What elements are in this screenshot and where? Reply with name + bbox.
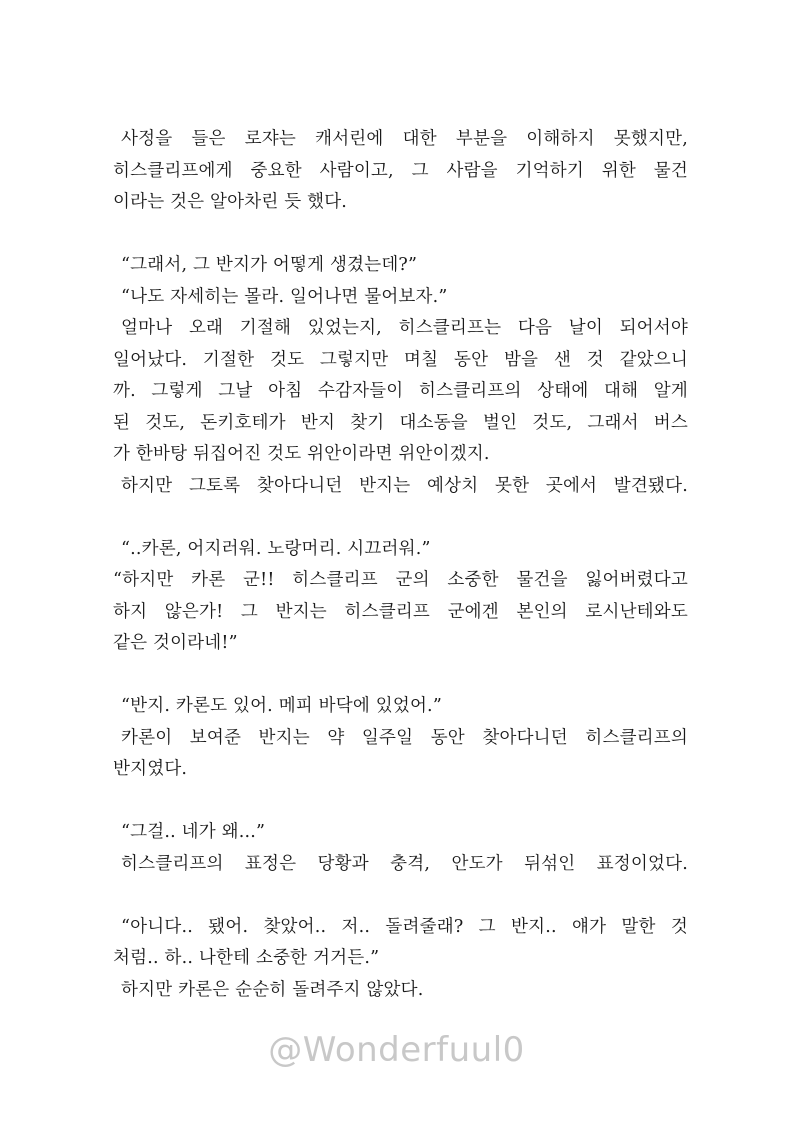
text-line: 이라는 것은 알아차린 듯 했다. xyxy=(113,192,348,212)
dialogue-line: “그래서, 그 반지가 어떻게 생겼는데?” xyxy=(121,255,418,275)
watermark: @Wonderfuul0 xyxy=(268,1030,525,1070)
text-line: 가 한바탕 뒤집어진 것도 위안이라면 위안이겠지. xyxy=(113,444,490,464)
paragraph-gap xyxy=(113,660,688,692)
dialogue-line: “..카론, 어지러워. 노랑머리. 시끄러워.” xyxy=(121,538,431,559)
dialogue-line: “아니다.. 됐어. 찾았어.. 저.. 돌려줄래? 그 반지.. 얘가 말한 것 xyxy=(121,916,688,937)
text-line: 하지만 그토록 찾아다니던 반지는 예상치 못한 곳에서 발견됐다. xyxy=(121,475,688,496)
dialogue-line: 처럼.. 하.. 나한테 소중한 거거든.” xyxy=(113,948,380,968)
paragraph-gap xyxy=(113,502,688,534)
paragraph-gap xyxy=(113,786,688,818)
text-line: 반지였다. xyxy=(113,759,188,779)
text-line: 일어났다. 기절한 것도 그렇지만 며칠 동안 밤을 샌 것 같았으니 xyxy=(113,349,688,370)
paragraph-gap xyxy=(113,880,688,912)
paragraph-gap xyxy=(113,219,688,251)
text-line: 히스클리프에게 중요한 사람이고, 그 사람을 기억하기 위한 물건 xyxy=(113,160,688,181)
text-line: 얼마나 오래 기절해 있었는지, 히스클리프는 다음 날이 되어서야 xyxy=(121,318,688,338)
dialogue-line: “나도 자세히는 몰라. 일어나면 물어보자.” xyxy=(121,286,448,307)
text-line: 까. 그렇게 그날 아침 수감자들이 히스클리프의 상태에 대해 알게 xyxy=(113,381,688,401)
dialogue-line: “그걸.. 네가 왜...” xyxy=(121,822,266,842)
text-line: 사정을 들은 로쟈는 캐서린에 대한 부분을 이해하지 못했지만, xyxy=(121,129,688,149)
text-line: 하지만 카론은 순순히 돌려주지 않았다. xyxy=(121,979,424,1000)
text-line: 히스클리프의 표정은 당황과 충격, 안도가 뒤섞인 표정이었다. xyxy=(121,853,688,874)
dialogue-line: 같은 것이라네!” xyxy=(113,633,238,653)
dialogue-line: “하지만 카론 군!! 히스클리프 군의 소중한 물건을 잃어버렸다고 xyxy=(113,570,688,590)
document-page xyxy=(113,124,688,1006)
dialogue-line: 하지 않은가! 그 반지는 히스클리프 군에겐 본인의 로시난테와도 xyxy=(113,601,688,622)
text-line: 카론이 보여준 반지는 약 일주일 동안 찾아다니던 히스클리프의 xyxy=(121,727,688,748)
dialogue-line: “반지. 카론도 있어. 메피 바닥에 있었어.” xyxy=(121,696,442,716)
text-line: 된 것도, 돈키호테가 반지 찾기 대소동을 벌인 것도, 그래서 버스 xyxy=(113,412,688,433)
